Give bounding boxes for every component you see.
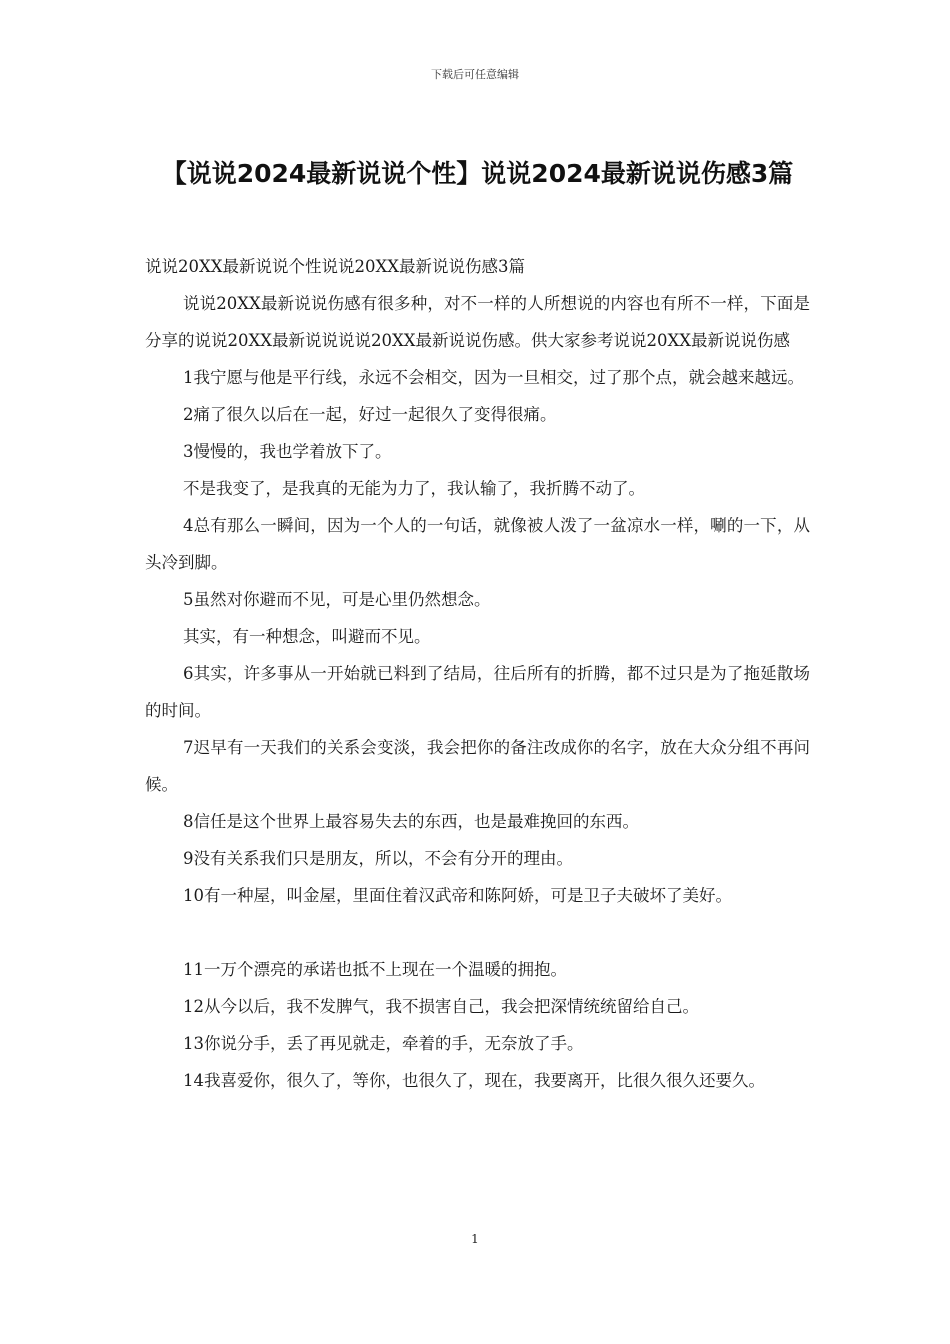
list-item: 其实，有一种想念，叫避而不见。 [183, 627, 431, 646]
document-body [145, 248, 810, 1099]
list-item: 4总有那么一瞬间，因为一个人的一句话，就像被人泼了一盆凉水一样，唰的一下，从头冷到脚。 [145, 516, 810, 572]
list-item: 6其实，许多事从一开始就已料到了结局，往后所有的折腾，都不过只是为了拖延散场的时间。 [145, 664, 810, 720]
list-item: 10有一种屋，叫金屋，里面住着汉武帝和陈阿娇，可是卫子夫破坏了美好。 [183, 886, 732, 905]
list-item: 7迟早有一天我们的关系会变淡，我会把你的备注改成你的名字，放在大众分组不再问候。 [145, 738, 810, 794]
document-title: 【说说2024最新说说个性】说说2024最新说说伤感3篇 [161, 159, 794, 188]
list-item: 8信任是这个世界上最容易失去的东西，也是最难挽回的东西。 [183, 812, 639, 831]
list-item: 2痛了很久以后在一起，好过一起很久了变得很痛。 [183, 405, 557, 424]
list-item: 不是我变了，是我真的无能为力了，我认输了，我折腾不动了。 [183, 479, 645, 498]
paragraph-gap [145, 914, 810, 951]
list-item: 11一万个漂亮的承诺也抵不上现在一个温暖的拥抱。 [183, 960, 567, 979]
list-item: 12从今以后，我不发脾气，我不损害自己，我会把深情统统留给自己。 [183, 997, 699, 1016]
list-item: 13你说分手，丢了再见就走，牵着的手，无奈放了手。 [183, 1034, 584, 1053]
subtitle-line: 说说20XX最新说说个性说说20XX最新说说伤感3篇 [145, 257, 525, 276]
header-note: 下载后可任意编辑 [431, 68, 519, 81]
list-item: 1我宁愿与他是平行线，永远不会相交，因为一旦相交，过了那个点，就会越来越远。 [183, 368, 804, 387]
page-number: 1 [471, 1232, 479, 1246]
list-item: 14我喜爱你，很久了，等你，也很久了，现在，我要离开，比很久很久还要久。 [183, 1071, 765, 1090]
intro-paragraph: 说说20XX最新说说伤感有很多种，对不一样的人所想说的内容也有所不一样，下面是分享的说说20XX最新说说说说20XX最新说说伤感。供大家参考说说20XX最新说说伤感 [145, 294, 810, 350]
list-item: 5虽然对你避而不见，可是心里仍然想念。 [183, 590, 491, 609]
list-item: 9没有关系我们只是朋友，所以，不会有分开的理由。 [183, 849, 573, 868]
list-item: 3慢慢的，我也学着放下了。 [183, 442, 392, 461]
